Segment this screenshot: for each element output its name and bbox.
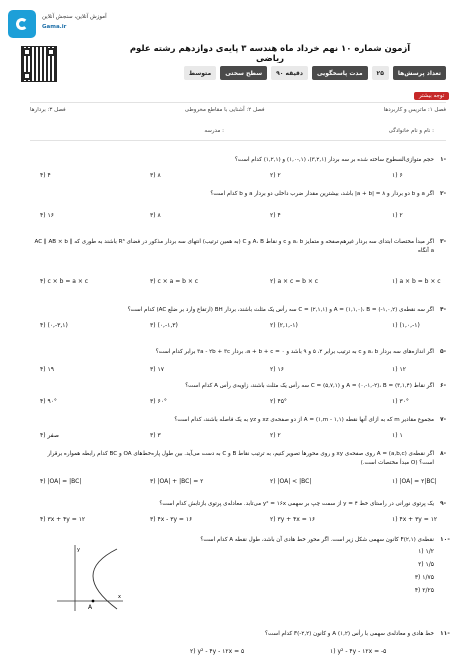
answer-option[interactable]: ۴) ۳x + ۴y = ۱۲ bbox=[40, 516, 86, 523]
answer-option[interactable]: ۴) (۰,-۳,۱) bbox=[40, 322, 68, 329]
answer-option[interactable]: ۳) ۴x - ۳y = ۱۶ bbox=[150, 516, 193, 523]
answer-option[interactable]: ۱) y² - ۴y - ۱۲x = -۵ bbox=[330, 648, 387, 655]
question-number: ۹- bbox=[440, 500, 447, 507]
x-axis-label: x bbox=[118, 594, 121, 600]
answer-option[interactable]: ۴) |OA| = |BC| bbox=[40, 478, 82, 485]
answer-option[interactable]: ۱) ۶ bbox=[392, 172, 403, 179]
divider bbox=[30, 140, 446, 141]
question-number: ۶- bbox=[440, 382, 447, 389]
question-text: اگر مبدأ مختصات ابتدای سه بردار غیرهم‌صفحه و متمایز a، b و c و نقاط A، B و C (به همین ترتیب) انتهای سه بردار مذکور در فضای R³ باشند به طوری که AC ∥ AB × b ∥ a آنگاه bbox=[34, 239, 434, 254]
question-text: اگر نقطه‌ی A = (a,b,c) روی صفحه‌ی xy و روی محور‌ها تصویر کنیم، به ترتیب نقاط B و C به دست می‌آید. بین طول پاره‌خط‌های OA و BC کدام رابطه همواره برقرار است؟ (O مبدأ مختصات است.) bbox=[47, 451, 434, 466]
question-text: خط هادی و معادله‌ی سهمی با رأس (۱,۲) A و کانون F(-۲,۲) کدام است؟ bbox=[265, 631, 434, 637]
info-count-label: تعداد پرسش‌ها bbox=[393, 66, 446, 80]
point-a bbox=[92, 600, 95, 603]
answer-option[interactable]: ۴) صفر bbox=[40, 432, 59, 439]
info-level-label: سطح سختی bbox=[220, 66, 267, 80]
parabola-graph bbox=[55, 543, 125, 613]
answer-option[interactable]: ۴) c × b = a × c bbox=[40, 278, 89, 285]
question-text: اگر نقاط A = (۰,-۱,-۲)، B = (۳,۱,۴) و C = (۵,۷,۱) سه رأس یک مثلث باشند، زاویه‌ی رأس A کدام است؟ bbox=[185, 383, 434, 389]
answer-option[interactable]: ۱) ۳۰° bbox=[392, 398, 409, 405]
topic-2: فصل ۲: آشنایی با مقاطع مخروطی bbox=[184, 107, 265, 113]
question-text: یک پرتوی نورانی در راستای خط ۴ = y از سمت چپ بر سهمی y² = ۱۶x می‌تابد. معادله‌ی پرتوی بازتابش کدام است؟ bbox=[159, 501, 434, 507]
answer-option[interactable]: ۱) |OA| = ۲|BC| bbox=[392, 478, 437, 485]
answer-option[interactable]: ۱) a × b = b × c bbox=[392, 278, 441, 285]
parabola-curve bbox=[93, 549, 117, 609]
info-time-value: ۹۰ دقیقه bbox=[271, 66, 308, 80]
answer-option[interactable]: ۲) y² - ۴y - ۱۲x = ۵ bbox=[190, 648, 245, 655]
answer-option[interactable]: ۳) |OA| + |BC| = ۲ bbox=[150, 478, 204, 485]
question-number: ۸- bbox=[440, 450, 447, 457]
answer-option[interactable]: ۴) ۱۹ bbox=[40, 366, 54, 373]
divider bbox=[30, 102, 446, 103]
answer-option[interactable]: ۱) ۱ bbox=[392, 432, 403, 439]
question-number: ۳- bbox=[440, 238, 447, 245]
answer-option[interactable]: ۲) a × c = b × c bbox=[270, 278, 319, 285]
answer-option[interactable]: ۳) ۳ bbox=[150, 432, 161, 439]
answer-option[interactable]: ۲) |OA| < |BC| bbox=[270, 478, 312, 485]
topic-1: فصل ۱: ماتریس و کاربردها bbox=[383, 107, 446, 113]
info-level-value: متوسط bbox=[184, 66, 216, 80]
answer-option[interactable]: ۳) (۰,-۱,۳) bbox=[150, 322, 178, 329]
topic-3: فصل ۳: بردارها bbox=[30, 107, 66, 113]
answer-option[interactable]: ۳) ۱/۷۵ bbox=[414, 574, 434, 581]
exam-info-row bbox=[184, 66, 446, 80]
school-field-label: مدرسه : bbox=[204, 128, 224, 134]
answer-option[interactable]: ۲) ۴ bbox=[270, 212, 281, 219]
info-time-label: مدت پاسخگویی bbox=[312, 66, 368, 80]
qr-code-icon bbox=[21, 46, 57, 82]
question-text: اگر a و b دو بردار و ۸ = |a + b| باشد، بیشترین مقدار ضرب داخلی دو بردار a و b کدام است؟ bbox=[210, 191, 434, 197]
answer-option[interactable]: ۱) (۱,۰,-۱) bbox=[392, 322, 420, 329]
page-header bbox=[0, 0, 474, 90]
question-number: ۷- bbox=[440, 416, 447, 423]
answer-option[interactable]: ۱) ۱/۲ bbox=[418, 548, 434, 555]
question-number: ۱۰- bbox=[440, 536, 450, 543]
gama-logo bbox=[8, 10, 36, 38]
info-count-value: ۲۵ bbox=[372, 66, 389, 80]
question-text: اگر سه نقطه‌ی A = (۱,۱,۰)، B = (-۱,۰,۲) و C = (۲,۱,۱) سه رأس یک مثلث باشند، بردار BH (ارتفاع وارد بر ضلع AC) کدام است؟ bbox=[127, 307, 434, 313]
question-text: اگر اندازه‌های سه بردار a، b و c به ترتیب برابر ۲، ۵ و ۹ باشد و a + b + c = ۰، بردار ۳a - ۲b + ۳c برابر کدام است؟ bbox=[155, 349, 434, 355]
question-text: نقطه‌ی F(۲,۱) کانون سهمی شکل زیر است. اگر محور خط هادی آن باشد، طول نقطه A کدام است؟ bbox=[200, 537, 434, 543]
answer-option[interactable]: ۲) ۲ bbox=[270, 172, 281, 179]
name-field-label: نام و نام خانوادگی : bbox=[388, 128, 434, 134]
point-a-label: A bbox=[88, 604, 93, 611]
brand-tagline: آموزش آنلاین، سنجش آنلاین bbox=[42, 14, 107, 20]
answer-option[interactable]: ۲) ۲ bbox=[270, 432, 281, 439]
answer-option[interactable]: ۱) ۱۲ bbox=[392, 366, 406, 373]
question-text: مجموع مقادیر m که به ازای آنها نقطه A = (۱,m - ۱,۱) از دو صفحه‌ی xz و yz به یک فاصله باشند، کدام است؟ bbox=[174, 417, 434, 423]
answer-option[interactable]: ۳) ۱۷ bbox=[150, 366, 164, 373]
question-number: ۱۱- bbox=[440, 630, 450, 637]
topics-row bbox=[30, 107, 446, 113]
question-number: ۲- bbox=[440, 190, 447, 197]
answer-option[interactable]: ۲) (۲,۱,-۱) bbox=[270, 322, 298, 329]
answer-option[interactable]: ۲) ۳y + ۴x = ۱۶ bbox=[270, 516, 316, 523]
question-number: ۴- bbox=[440, 306, 447, 313]
answer-option[interactable]: ۲) ۱/۵ bbox=[418, 561, 434, 568]
question-text: حجم متوازی‌السطوح ساخته شده بر سه بردار (۳,۲,۱)، (۱,-۱,۰) و (۱,۲,۱) کدام است؟ bbox=[234, 157, 434, 163]
answer-option[interactable]: ۴) ۴ bbox=[40, 172, 51, 179]
answer-option[interactable]: ۴) ۹۰° bbox=[40, 398, 57, 405]
exam-title: آزمون شماره ۱۰ نهم خرداد ماه هندسه ۳ پایه‌ی دوازدهم رشته علوم ریاضی bbox=[129, 44, 411, 64]
attention-badge: توجه بیشتر bbox=[414, 92, 449, 100]
answer-option[interactable]: ۳) ۸ bbox=[150, 172, 161, 179]
answer-option[interactable]: ۴) ۲/۲۵ bbox=[414, 587, 434, 594]
answer-option[interactable]: ۴) ۱۶ bbox=[40, 212, 54, 219]
question-number: ۱- bbox=[440, 156, 447, 163]
answer-option[interactable]: ۲) ۱۶ bbox=[270, 366, 284, 373]
answer-option[interactable]: ۳) ۸ bbox=[150, 212, 161, 219]
answer-option[interactable]: ۳) ۶۰° bbox=[150, 398, 167, 405]
question-number: ۵- bbox=[440, 348, 447, 355]
brand-site: Gama.ir bbox=[42, 24, 67, 30]
answer-option[interactable]: ۱) ۴x + ۳y = ۱۲ bbox=[392, 516, 438, 523]
answer-option[interactable]: ۱) ۲ bbox=[392, 212, 403, 219]
answer-option[interactable]: ۳) c × a = b × c bbox=[150, 278, 199, 285]
y-axis-label: y bbox=[77, 547, 80, 553]
answer-option[interactable]: ۲) ۴۵° bbox=[270, 398, 287, 405]
